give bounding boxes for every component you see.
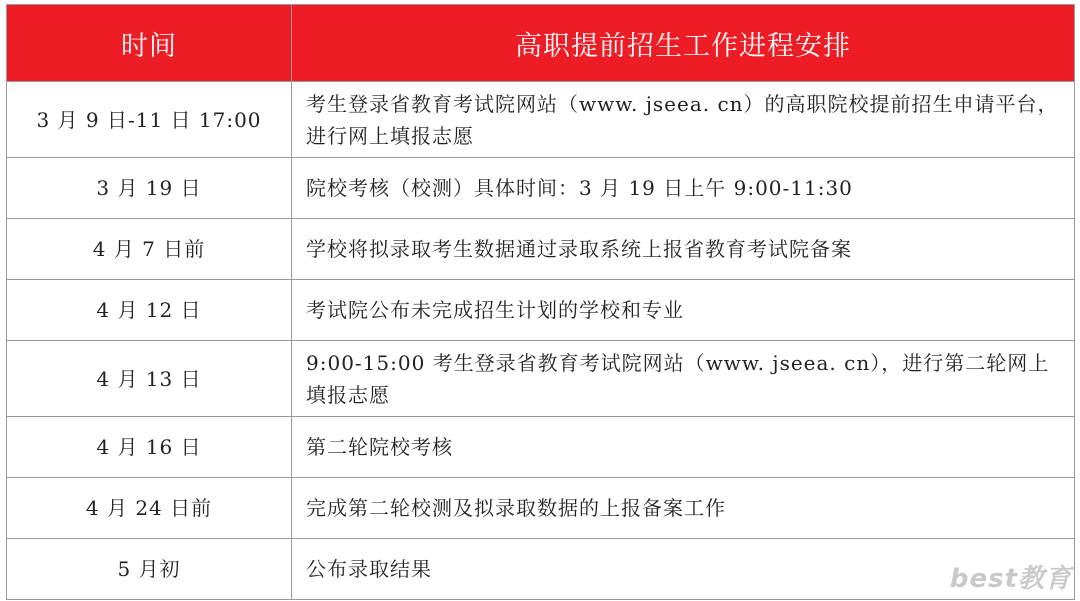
row-plan: 考试院公布未完成招生计划的学校和专业 <box>292 280 1075 341</box>
row-time: 3 月 9 日-11 日 17:00 <box>7 82 292 158</box>
row-plan: 完成第二轮校测及拟录取数据的上报备案工作 <box>292 478 1075 539</box>
row-plan: 考生登录省教育考试院网站（www. jseea. cn）的高职院校提前招生申请平台，进行网上填报志愿 <box>292 82 1075 158</box>
header-row <box>7 5 1075 82</box>
row-time: 4 月 7 日前 <box>7 219 292 280</box>
row-time: 4 月 13 日 <box>7 341 292 417</box>
row-plan: 院校考核（校测）具体时间：3 月 19 日上午 9:00-11:30 <box>292 158 1075 219</box>
header-time: 时间 <box>7 5 292 82</box>
table-row <box>7 280 1075 341</box>
table-row <box>7 219 1075 280</box>
table-row <box>7 539 1075 600</box>
row-time: 4 月 24 日前 <box>7 478 292 539</box>
row-plan: 第二轮院校考核 <box>292 417 1075 478</box>
row-time: 3 月 19 日 <box>7 158 292 219</box>
table-row <box>7 158 1075 219</box>
row-time: 4 月 16 日 <box>7 417 292 478</box>
schedule-table <box>6 4 1075 600</box>
table-row <box>7 82 1075 158</box>
row-plan: 学校将拟录取考生数据通过录取系统上报省教育考试院备案 <box>292 219 1075 280</box>
table-row <box>7 341 1075 417</box>
row-plan: 公布录取结果 <box>292 539 1075 600</box>
row-time: 5 月初 <box>7 539 292 600</box>
table-row <box>7 417 1075 478</box>
table-row <box>7 478 1075 539</box>
row-plan: 9:00-15:00 考生登录省教育考试院网站（www. jseea. cn），进行第二轮网上填报志愿 <box>292 341 1075 417</box>
header-plan: 高职提前招生工作进程安排 <box>292 5 1075 82</box>
watermark: best教育 <box>949 564 1072 594</box>
row-time: 4 月 12 日 <box>7 280 292 341</box>
